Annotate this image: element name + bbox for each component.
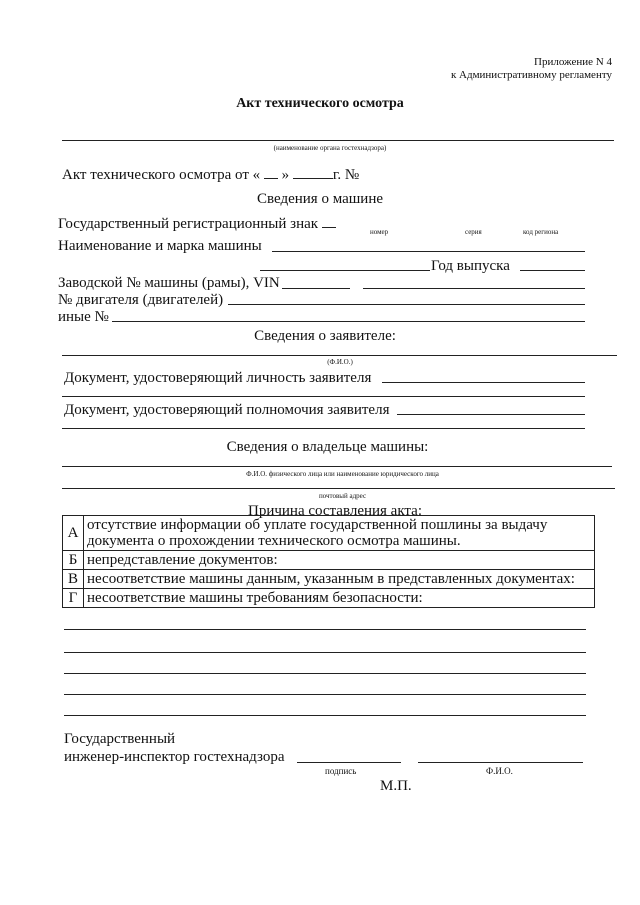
act-prefix: Акт технического осмотра от «: [62, 167, 261, 183]
reason-letter: А: [63, 516, 84, 551]
notes-line[interactable]: [64, 673, 586, 674]
engine-field[interactable]: [228, 304, 585, 305]
appendix-number: Приложение N 4: [534, 56, 612, 68]
owner-heading: Сведения о владельце машины:: [226, 439, 429, 455]
authority-doc-field[interactable]: [397, 414, 585, 415]
vin-field[interactable]: [282, 288, 350, 289]
reg-number-caption: номер: [370, 228, 389, 236]
owner-fio-field[interactable]: [62, 466, 612, 467]
identity-doc-label: Документ, удостоверяющий личность заявителя: [64, 370, 372, 386]
other-numbers-label: иные №: [58, 309, 109, 325]
notes-line[interactable]: [64, 652, 586, 653]
name-brand-label: Наименование и марка машины: [58, 238, 262, 254]
reg-sign-field[interactable]: [322, 213, 336, 228]
vin-label: Заводской № машины (рамы), VIN: [58, 275, 280, 291]
act-date-line: [62, 164, 359, 184]
applicant-heading: Сведения о заявителе:: [254, 328, 396, 344]
reason-row-g[interactable]: [63, 589, 595, 608]
reason-text: несоответствие машины данным, указанным в представленных документах:: [84, 570, 595, 589]
signature-fio-caption: Ф.И.О.: [486, 766, 513, 776]
owner-fio-caption: Ф.И.О. физического лица или наименование юридического лица: [246, 470, 439, 478]
authority-line[interactable]: [62, 140, 614, 141]
inspector-title-line1: Государственный: [64, 731, 176, 747]
reason-text: несоответствие машины требованиям безопасности:: [84, 589, 595, 608]
identity-doc-field[interactable]: [382, 382, 585, 383]
notes-line[interactable]: [64, 629, 586, 630]
engine-label: № двигателя (двигателей): [58, 292, 224, 308]
identity-doc-field-cont[interactable]: [62, 396, 585, 397]
signature-caption: подпись: [325, 766, 357, 776]
other-numbers-field[interactable]: [112, 321, 585, 322]
authority-doc-label: Документ, удостоверяющий полномочия заявителя: [64, 402, 390, 418]
owner-address-caption: почтовый адрес: [318, 492, 367, 500]
authority-caption: (наименование органа гостехнадзора): [273, 144, 387, 152]
document-title: Акт технического осмотра: [236, 96, 404, 111]
notes-line[interactable]: [64, 694, 586, 695]
stamp-place: М.П.: [380, 778, 412, 794]
appendix-reference: к Административному регламенту: [450, 69, 612, 81]
year-label: Год выпуска: [431, 258, 510, 274]
reg-sign-label: Государственный регистрационный знак: [58, 213, 336, 233]
reg-region-caption: код региона: [523, 228, 559, 236]
name-brand-field[interactable]: [272, 251, 585, 252]
notes-line[interactable]: [64, 715, 586, 716]
reason-letter: Б: [63, 551, 84, 570]
machine-heading: Сведения о машине: [256, 191, 383, 207]
signature-fio-field[interactable]: [418, 762, 583, 763]
name-brand-field-cont[interactable]: [260, 270, 430, 271]
act-month-field[interactable]: [293, 164, 333, 179]
reason-text: непредставление документов:: [84, 551, 595, 570]
vin-field-cont[interactable]: [363, 288, 585, 289]
authority-doc-field-cont[interactable]: [62, 428, 585, 429]
owner-address-field[interactable]: [62, 488, 615, 489]
year-field[interactable]: [520, 270, 585, 271]
reason-text: отсутствие информации об уплате государственной пошлины за выдачу документа о прохождении технического осмотра машины.: [84, 516, 595, 551]
reason-row-v[interactable]: [63, 570, 595, 589]
act-close-quote: »: [281, 167, 290, 183]
reason-row-a[interactable]: [63, 516, 595, 551]
reasons-table: [62, 515, 595, 608]
applicant-fio-field[interactable]: [62, 355, 617, 356]
reg-series-caption: серия: [465, 228, 482, 236]
reasons-heading: Причина составления акта:: [248, 503, 422, 519]
applicant-fio-caption: (Ф.И.О.): [327, 358, 353, 366]
reason-row-b[interactable]: [63, 551, 595, 570]
act-year-label: г.: [332, 167, 342, 183]
reason-letter: В: [63, 570, 84, 589]
act-day-field[interactable]: [264, 164, 278, 179]
act-number-sign: №: [344, 167, 360, 183]
signature-field[interactable]: [297, 762, 401, 763]
inspector-title-line2: инженер-инспектор гостехнадзора: [64, 749, 285, 765]
reason-letter: Г: [63, 589, 84, 608]
